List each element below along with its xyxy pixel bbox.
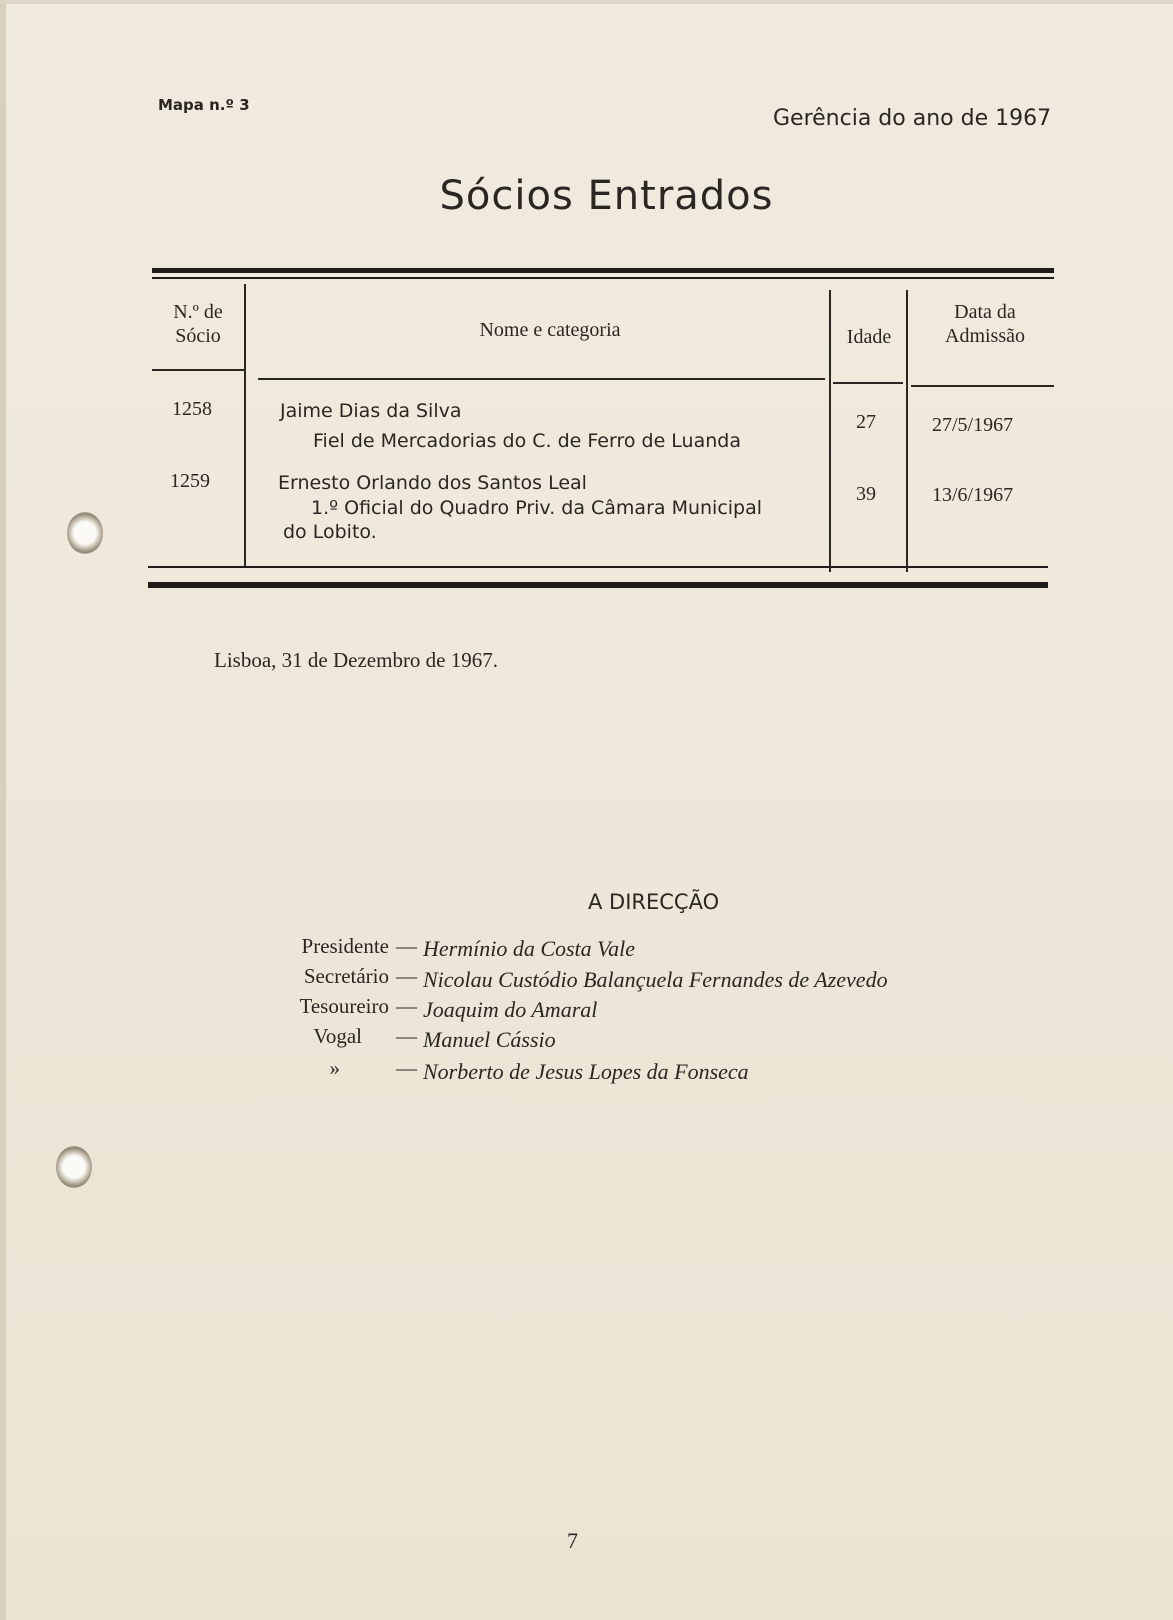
header-age: Idade bbox=[846, 326, 892, 348]
column-divider-2 bbox=[829, 290, 831, 572]
row-2-age: 39 bbox=[856, 483, 876, 505]
punch-hole-lower bbox=[56, 1146, 92, 1188]
header-underline-2 bbox=[258, 378, 825, 380]
header-socio-number: N.º de Sócio bbox=[173, 301, 223, 347]
row-2-date: 13/6/1967 bbox=[932, 484, 1014, 506]
dash-president: — bbox=[396, 934, 417, 958]
header-underline-1 bbox=[152, 369, 244, 371]
role-president: Presidente bbox=[301, 934, 389, 958]
role-member-2: » bbox=[329, 1056, 340, 1080]
role-member: Vogal bbox=[313, 1024, 362, 1048]
header-admission-date: Data da Admissão bbox=[945, 301, 1025, 347]
role-treasurer: Tesoureiro bbox=[299, 994, 389, 1018]
column-divider-1 bbox=[244, 284, 246, 566]
header-underline-3 bbox=[833, 382, 903, 384]
role-secretary: Secretário bbox=[303, 964, 389, 988]
dash-member: — bbox=[396, 1024, 417, 1048]
direction-heading: A DIRECÇÃO bbox=[588, 890, 720, 914]
dash-member-2: — bbox=[396, 1056, 417, 1080]
row-1-name: Jaime Dias da Silva bbox=[280, 400, 462, 422]
punch-hole-upper bbox=[67, 512, 103, 554]
map-number: Mapa n.º 3 bbox=[158, 96, 250, 114]
page-edge-top bbox=[0, 0, 1173, 4]
name-member: Manuel Cássio bbox=[423, 1027, 556, 1052]
row-1-date: 27/5/1967 bbox=[932, 414, 1014, 436]
name-president: Hermínio da Costa Vale bbox=[423, 936, 636, 961]
dash-secretary: — bbox=[396, 964, 417, 988]
page-number: 7 bbox=[567, 1528, 578, 1553]
table-top-rule-thin bbox=[152, 277, 1054, 279]
table-bottom-rule bbox=[148, 582, 1048, 588]
place-and-date: Lisboa, 31 de Dezembro de 1967. bbox=[214, 648, 499, 672]
row-2-category: 1.º Oficial do Quadro Priv. da Câmara Municipal bbox=[311, 497, 763, 519]
row-1-category: Fiel de Mercadorias do C. de Ferro de Luanda bbox=[313, 430, 741, 452]
page-edge-left bbox=[0, 0, 6, 1620]
name-member-2: Norberto de Jesus Lopes da Fonseca bbox=[423, 1059, 749, 1084]
row-2-category-cont: do Lobito. bbox=[283, 521, 377, 543]
header-underline-4 bbox=[911, 385, 1054, 387]
header-name-category: Nome e categoria bbox=[479, 319, 621, 341]
name-treasurer: Joaquim do Amaral bbox=[423, 997, 598, 1022]
row-1-age: 27 bbox=[856, 411, 876, 433]
name-secretary: Nicolau Custódio Balançuela Fernandes de Azevedo bbox=[423, 967, 888, 992]
page-title: Sócios Entrados bbox=[439, 173, 774, 219]
dash-treasurer: — bbox=[396, 994, 417, 1018]
table-top-rule bbox=[152, 268, 1054, 273]
table-bottom-rule-thin bbox=[148, 566, 1048, 568]
column-divider-3 bbox=[906, 290, 908, 572]
row-1-number: 1258 bbox=[172, 398, 212, 420]
fiscal-year: Gerência do ano de 1967 bbox=[773, 106, 1052, 131]
row-2-number: 1259 bbox=[170, 470, 210, 492]
row-2-name: Ernesto Orlando dos Santos Leal bbox=[278, 472, 587, 494]
